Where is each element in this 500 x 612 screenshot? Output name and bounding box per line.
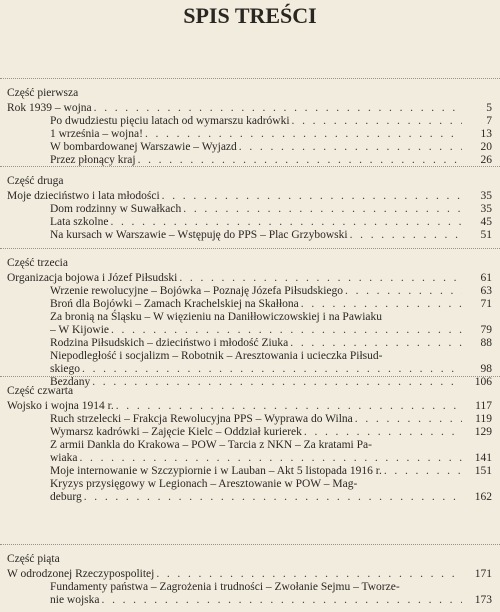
- chapter-continuation-line: [50, 363, 462, 376]
- leader-dots: [382, 465, 462, 478]
- page-number: 173: [474, 594, 492, 606]
- chapter-title: Dom rodzinny w Suwałkach: [50, 203, 182, 215]
- leader-dots: [90, 376, 462, 389]
- section-title: W odrodzonej Rzeczypospolitej: [7, 568, 155, 580]
- page-number: 45: [480, 216, 492, 228]
- chapter-line: [50, 285, 462, 298]
- chapter-title: Wymarsz kadrówki – Zajęcie Kielc – Oddział kurierek: [50, 426, 302, 438]
- chapter-title: Ruch strzelecki – Frakcja Rewolucyjna PPS – Wyprawa do Wilna: [50, 413, 353, 425]
- page-number: 35: [480, 190, 492, 202]
- page-number: 88: [480, 337, 492, 349]
- chapter-title-continuation: skiego: [50, 363, 81, 375]
- chapter-line: [50, 337, 462, 350]
- chapter-continuation-line: [50, 491, 462, 504]
- chapter-line: [50, 203, 462, 216]
- leader-dots: [100, 594, 462, 607]
- chapter-title-continuation: wiaka: [50, 452, 78, 464]
- page-number: 63: [480, 285, 492, 297]
- chapter-title: Niepodległość i socjalizm – Robotnik – Aresztowania i ucieczka Piłsud-: [50, 350, 383, 362]
- chapter-title: Na kursach w Warszawie – Wstępuję do PPS – Plac Grzybowski: [50, 229, 348, 241]
- chapter-line: [50, 465, 462, 478]
- section-title-line: [7, 190, 462, 203]
- section-title-line: [7, 272, 462, 285]
- leader-dots: [82, 491, 462, 504]
- page-title: SPIS TREŚCI: [183, 3, 317, 28]
- section-title: Organizacja bojowa i Józef Piłsudski: [7, 272, 178, 284]
- chapter-line: [50, 115, 462, 128]
- page-number: 98: [480, 363, 492, 375]
- leader-dots: [237, 141, 462, 154]
- page-number: 7: [486, 115, 492, 127]
- chapter-title-continuation: nie wojska: [50, 594, 100, 606]
- part-label: Część trzecia: [7, 257, 68, 269]
- chapter-title: Moje internowanie w Szczypiornie i w Lauban – Akt 5 listopada 1916 r.: [50, 465, 382, 477]
- part-label: Część czwarta: [7, 385, 74, 397]
- chapter-line: [50, 376, 462, 389]
- leader-dots: [348, 229, 462, 242]
- leader-dots: [290, 115, 462, 128]
- page-number: 79: [480, 324, 492, 336]
- chapter-title: 1 września – wojna!: [50, 128, 143, 140]
- chapter-title: Kryzys przysięgowy w Legionach – Aresztowanie w POW – Mag-: [50, 478, 358, 490]
- chapter-line: [50, 216, 462, 229]
- chapter-title: Z armii Dankla do Krakowa – POW – Tarcia z NKN – Za kratami Pa-: [50, 439, 372, 451]
- leader-dots: [343, 285, 462, 298]
- leader-dots: [108, 216, 462, 229]
- page-number: 141: [474, 452, 492, 464]
- leader-dots: [114, 400, 462, 413]
- page-number: 51: [480, 229, 492, 241]
- section-title: Rok 1939 – wojna: [7, 102, 92, 114]
- leader-dots: [299, 298, 462, 311]
- leader-dots: [302, 426, 462, 439]
- chapter-line: [50, 298, 462, 311]
- chapter-line: [50, 128, 462, 141]
- page-number: 5: [486, 102, 492, 114]
- leader-dots: [80, 363, 462, 376]
- chapter-title-continuation: deburg: [50, 491, 82, 503]
- leader-dots: [160, 190, 462, 203]
- leader-dots: [181, 203, 462, 216]
- leader-dots: [353, 413, 462, 426]
- section-title-line: [7, 400, 462, 413]
- chapter-title: Wrzenie rewolucyjne – Bojówka – Poznaję Józefa Piłsudskiego: [50, 285, 344, 297]
- chapter-title: W bombardowanej Warszawie – Wyjazd: [50, 141, 237, 153]
- chapter-title: Rodzina Piłsudskich – dzieciństwo i młodość Ziuka: [50, 337, 289, 349]
- part-label: Część piąta: [7, 553, 60, 565]
- chapter-title: Przez płonący kraj: [50, 154, 136, 166]
- page-number: 119: [475, 413, 492, 425]
- part-separator: [0, 376, 500, 377]
- chapter-title: Za bronią na Śląsku – W więzieniu na Daniłłowiczowskiej i na Pawiaku: [50, 311, 383, 323]
- chapter-line: [50, 413, 462, 426]
- chapter-continuation-line: [50, 452, 462, 465]
- leader-dots: [92, 102, 462, 115]
- page-number: 35: [480, 203, 492, 215]
- page-number: 106: [474, 376, 492, 388]
- chapter-continuation-line: [50, 324, 462, 337]
- page-number: 13: [480, 128, 492, 140]
- page-number: 71: [480, 298, 492, 310]
- chapter-title: Fundamenty państwa – Zagrożenia i trudności – Zwołanie Sejmu – Tworze-: [50, 581, 400, 593]
- chapter-title: Po dwudziestu pięciu latach od wymarszu kadrówki: [50, 115, 290, 127]
- page-number: 26: [480, 154, 492, 166]
- leader-dots: [77, 452, 462, 465]
- page-number: 61: [480, 272, 492, 284]
- part-separator: [0, 544, 500, 545]
- page-number: 162: [474, 491, 492, 503]
- chapter-line: [50, 141, 462, 154]
- leader-dots: [143, 128, 462, 141]
- chapter-title: Bezdany: [50, 376, 91, 388]
- leader-dots: [288, 337, 462, 350]
- part-separator: [0, 248, 500, 249]
- chapter-title: Lata szkolne: [50, 216, 109, 228]
- part-label: Część druga: [7, 175, 64, 187]
- page-number: 117: [475, 400, 492, 412]
- chapter-continuation-line: [50, 594, 462, 607]
- chapter-line: [50, 229, 462, 242]
- chapter-title-continuation: – W Kijowie: [50, 324, 109, 336]
- section-title-line: [7, 568, 462, 581]
- section-title: Moje dzieciństwo i lata młodości: [7, 190, 160, 202]
- part-separator: [0, 166, 500, 167]
- part-label: Część pierwsza: [7, 87, 79, 99]
- chapter-line: [50, 426, 462, 439]
- page-number: 20: [480, 141, 492, 153]
- leader-dots: [177, 272, 462, 285]
- leader-dots: [154, 568, 462, 581]
- part-separator: [0, 78, 500, 79]
- page-number: 171: [474, 568, 492, 580]
- section-title: Wojsko i wojna 1914 r.: [7, 400, 114, 412]
- page-number: 151: [474, 465, 492, 477]
- page-number: 129: [474, 426, 492, 438]
- section-title-line: [7, 102, 462, 115]
- chapter-title: Broń dla Bojówki – Zamach Krachelskiej na Skałłona: [50, 298, 299, 310]
- leader-dots: [109, 324, 462, 337]
